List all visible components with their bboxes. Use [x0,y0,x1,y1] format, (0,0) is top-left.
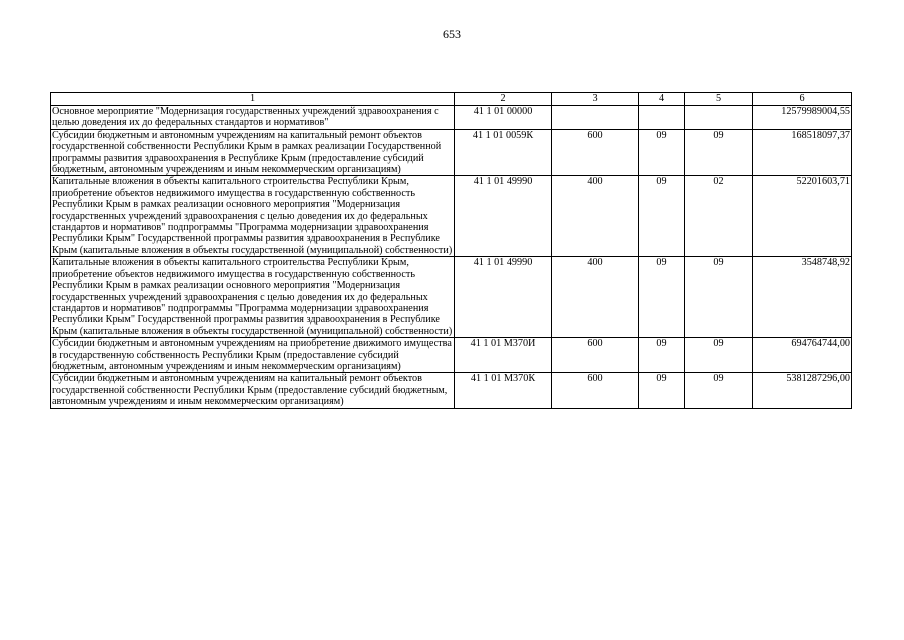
row-amount: 168518097,37 [753,129,852,176]
header-col-2: 2 [455,93,552,106]
row-section: 09 [639,129,685,176]
row-section: 09 [639,257,685,338]
row-name: Капитальные вложения в объекты капитального строительства Республики Крым, приобретение объектов недвижимого имущества в государственную собственность Республики Крым в рамках реализации основного мероприятия "Модернизация государственных учреждений здравоохранения с целью доведения их до федеральных стандартов и нормативов" подпрограммы "Программа модернизации здравоохранения Республики Крым" Государственной программы развития здравоохранения в Республике Крым (капитальные вложения в объекты государственной (муниципальной) собственности) [51,257,455,338]
row-target-code: 41 1 01 0059К [455,129,552,176]
row-name: Субсидии бюджетным и автономным учреждениям на капитальный ремонт объектов государственной собственности Республики Крым в рамках реализации Государственной программы развития здравоохранения в Республике Крым (предоставление субсидий бюджетным, автономным учреждениям и иным некоммерческим организациям) [51,129,455,176]
row-expense-type [552,106,639,130]
row-target-code: 41 1 01 00000 [455,106,552,130]
row-subsection: 09 [685,338,753,373]
row-name: Основное мероприятие "Модернизация государственных учреждений здравоохранения с целью доведения их до федеральных стандартов и нормативов" [51,106,455,130]
budget-table [50,92,852,409]
row-amount: 12579989004,55 [753,106,852,130]
header-col-1: 1 [51,93,455,106]
header-row [51,93,852,106]
row-section: 09 [639,373,685,408]
table-row [51,257,852,338]
table-row [51,338,852,373]
row-amount: 5381287296,00 [753,373,852,408]
row-subsection: 02 [685,176,753,257]
row-subsection: 09 [685,257,753,338]
table-row [51,373,852,408]
row-expense-type: 600 [552,338,639,373]
row-target-code: 41 1 01 М370И [455,338,552,373]
row-name: Субсидии бюджетным и автономным учреждениям на капитальный ремонт объектов государственной собственности Республики Крым (предоставление субсидий бюджетным, автономным учреждениям и иным некоммерческим организациям) [51,373,455,408]
row-amount: 3548748,92 [753,257,852,338]
header-col-4: 4 [639,93,685,106]
page-number: 653 [443,27,461,41]
row-target-code: 41 1 01 49990 [455,257,552,338]
row-expense-type: 400 [552,257,639,338]
row-section: 09 [639,338,685,373]
header-col-5: 5 [685,93,753,106]
header-col-3: 3 [552,93,639,106]
row-name: Субсидии бюджетным и автономным учреждениям на приобретение движимого имущества в государственную собственность Республики Крым (предоставление субсидий бюджетным, автономным учреждениям и иным некоммерческим организациям) [51,338,455,373]
row-subsection: 09 [685,373,753,408]
table-row [51,176,852,257]
row-target-code: 41 1 01 М370К [455,373,552,408]
row-subsection: 09 [685,129,753,176]
row-section [639,106,685,130]
row-subsection [685,106,753,130]
row-section: 09 [639,176,685,257]
row-name: Капитальные вложения в объекты капитального строительства Республики Крым, приобретение объектов недвижимого имущества в государственную собственность Республики Крым в рамках реализации основного мероприятия "Модернизация государственных учреждений здравоохранения с целью доведения их до федеральных стандартов и нормативов" подпрограммы "Программа модернизации здравоохранения Республики Крым" Государственной программы развития здравоохранения в Республике Крым (капитальные вложения в объекты государственной (муниципальной) собственности) [51,176,455,257]
row-expense-type: 400 [552,176,639,257]
row-expense-type: 600 [552,373,639,408]
table-row [51,106,852,130]
row-amount: 52201603,71 [753,176,852,257]
row-target-code: 41 1 01 49990 [455,176,552,257]
header-col-6: 6 [753,93,852,106]
table-row [51,129,852,176]
row-amount: 694764744,00 [753,338,852,373]
row-expense-type: 600 [552,129,639,176]
